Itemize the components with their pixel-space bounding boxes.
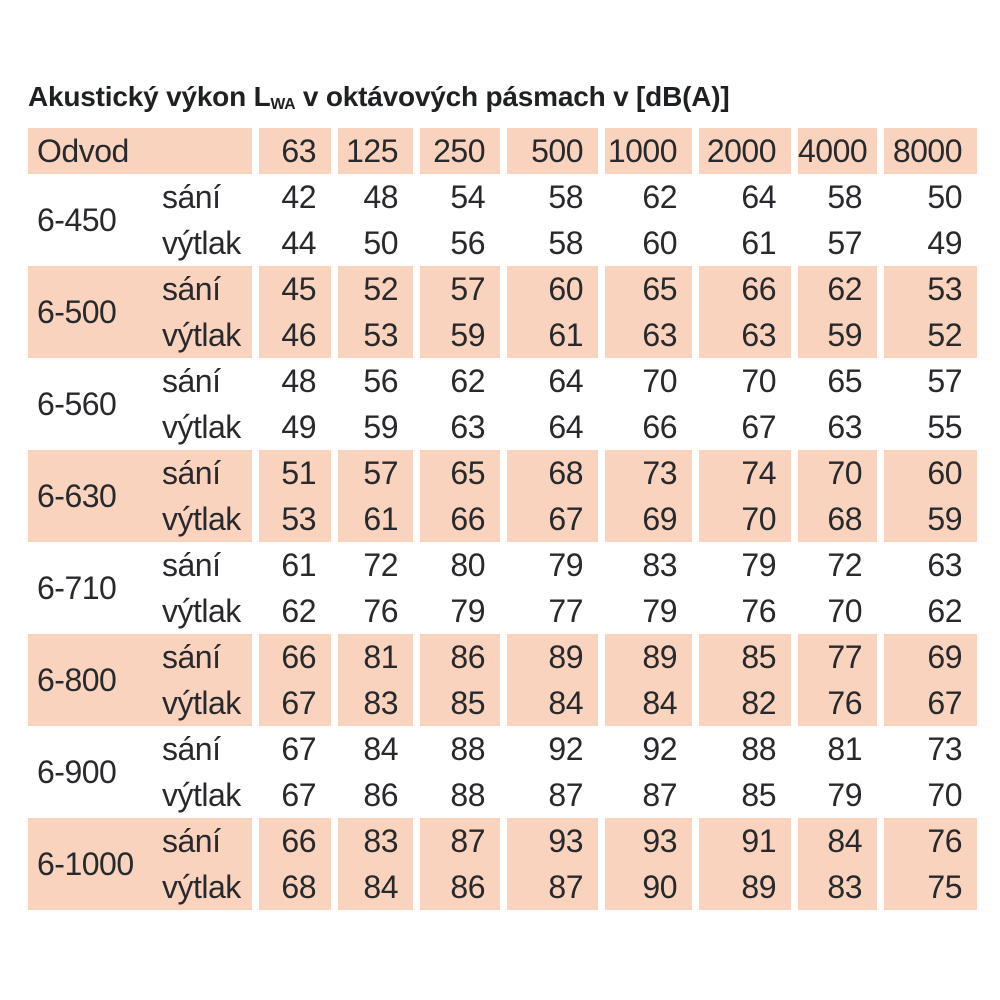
title-prefix: Akustický výkon L <box>28 81 271 112</box>
table-row <box>28 312 977 358</box>
row-type-cell: výtlak <box>156 312 252 358</box>
value-cell: 54 <box>413 174 500 220</box>
acoustic-power-table <box>28 128 977 910</box>
value-cell: 57 <box>791 220 877 266</box>
value-cell: 84 <box>500 680 598 726</box>
row-type-cell: výtlak <box>162 592 241 629</box>
value-cell: 83 <box>331 680 413 726</box>
value-cell: 70 <box>877 772 977 818</box>
value-cell: 86 <box>413 634 500 680</box>
value-cell: 65 <box>598 266 692 312</box>
row-type-cell: výtlak <box>162 408 241 445</box>
title-subscript: WA <box>270 96 296 114</box>
value-cell: 55 <box>877 404 977 450</box>
value-cell: 87 <box>500 864 598 910</box>
value-cell: 81 <box>331 634 413 680</box>
table-row <box>28 542 977 588</box>
table-row <box>28 818 977 864</box>
value-cell: 61 <box>500 312 598 358</box>
value-cell: 87 <box>413 818 500 864</box>
value-cell: 60 <box>598 220 692 266</box>
value-cell: 89 <box>598 634 692 680</box>
value-cell: 46 <box>252 312 331 358</box>
value-cell: 87 <box>500 772 598 818</box>
row-type-cell: sání <box>162 178 221 215</box>
value-cell: 69 <box>598 496 692 542</box>
value-cell: 70 <box>692 496 791 542</box>
row-type-cell: sání <box>162 362 221 399</box>
model-cell: 6-500 <box>28 266 156 358</box>
value-cell: 53 <box>877 266 977 312</box>
value-cell: 42 <box>252 174 331 220</box>
value-cell: 80 <box>413 542 500 588</box>
value-cell: 62 <box>252 588 331 634</box>
value-cell: 76 <box>791 680 877 726</box>
value-cell: 62 <box>413 358 500 404</box>
value-cell: 56 <box>331 358 413 404</box>
value-cell: 58 <box>500 220 598 266</box>
value-cell: 61 <box>692 220 791 266</box>
value-cell: 91 <box>692 818 791 864</box>
header-cell-2000: 2000 <box>692 128 791 174</box>
value-cell: 70 <box>692 358 791 404</box>
value-cell: 82 <box>692 680 791 726</box>
value-cell: 88 <box>413 772 500 818</box>
value-cell: 77 <box>791 634 877 680</box>
value-cell: 60 <box>877 450 977 496</box>
value-cell: 69 <box>877 634 977 680</box>
value-cell: 84 <box>791 818 877 864</box>
row-type-cell: sání <box>156 634 252 680</box>
value-cell: 48 <box>252 358 331 404</box>
value-cell: 72 <box>331 542 413 588</box>
value-cell: 49 <box>252 404 331 450</box>
header-cell-250: 250 <box>413 128 500 174</box>
header-cell-4000: 4000 <box>791 128 877 174</box>
title-suffix: v oktávových pásmach v [dB(A)] <box>295 81 730 112</box>
value-cell: 93 <box>598 818 692 864</box>
table-row <box>28 588 977 634</box>
value-cell: 89 <box>500 634 598 680</box>
value-cell: 53 <box>252 496 331 542</box>
row-type-cell: výtlak <box>162 224 241 261</box>
value-cell: 67 <box>877 680 977 726</box>
value-cell: 66 <box>692 266 791 312</box>
row-type-cell: sání <box>156 450 252 496</box>
value-cell: 63 <box>791 404 877 450</box>
value-cell: 52 <box>331 266 413 312</box>
value-cell: 67 <box>692 404 791 450</box>
value-cell: 79 <box>692 542 791 588</box>
row-type-cell: výtlak <box>156 496 252 542</box>
value-cell: 81 <box>791 726 877 772</box>
table-body <box>28 174 977 910</box>
value-cell: 93 <box>500 818 598 864</box>
value-cell: 50 <box>331 220 413 266</box>
value-cell: 88 <box>413 726 500 772</box>
value-cell: 77 <box>500 588 598 634</box>
row-type-cell: sání <box>156 266 252 312</box>
value-cell: 90 <box>598 864 692 910</box>
table-row <box>28 634 977 680</box>
value-cell: 74 <box>692 450 791 496</box>
value-cell: 86 <box>413 864 500 910</box>
value-cell: 67 <box>500 496 598 542</box>
value-cell: 76 <box>877 818 977 864</box>
table-row <box>28 404 977 450</box>
value-cell: 63 <box>598 312 692 358</box>
table-row <box>28 680 977 726</box>
value-cell: 53 <box>331 312 413 358</box>
header-cell-1000: 1000 <box>598 128 692 174</box>
row-type-cell: výtlak <box>156 680 252 726</box>
table-row <box>28 220 977 266</box>
value-cell: 73 <box>877 726 977 772</box>
value-cell: 63 <box>877 542 977 588</box>
table-row <box>28 174 977 220</box>
value-cell: 76 <box>692 588 791 634</box>
value-cell: 65 <box>413 450 500 496</box>
value-cell: 51 <box>252 450 331 496</box>
value-cell: 79 <box>598 588 692 634</box>
value-cell: 68 <box>252 864 331 910</box>
model-cell: 6-1000 <box>28 818 156 910</box>
value-cell: 89 <box>692 864 791 910</box>
header-cell-125: 125 <box>331 128 413 174</box>
value-cell: 56 <box>413 220 500 266</box>
value-cell: 59 <box>791 312 877 358</box>
value-cell: 70 <box>791 450 877 496</box>
value-cell: 62 <box>598 174 692 220</box>
value-cell: 65 <box>791 358 877 404</box>
value-cell: 63 <box>413 404 500 450</box>
value-cell: 66 <box>598 404 692 450</box>
table-row <box>28 450 977 496</box>
row-type-cell: výtlak <box>162 776 241 813</box>
value-cell: 92 <box>598 726 692 772</box>
value-cell: 63 <box>692 312 791 358</box>
model-cell: 6-630 <box>28 450 156 542</box>
value-cell: 72 <box>791 542 877 588</box>
table-row <box>28 772 977 818</box>
value-cell: 79 <box>500 542 598 588</box>
table-row <box>28 726 977 772</box>
table-row <box>28 266 977 312</box>
value-cell: 67 <box>252 680 331 726</box>
value-cell: 76 <box>331 588 413 634</box>
value-cell: 66 <box>252 818 331 864</box>
value-cell: 92 <box>500 726 598 772</box>
value-cell: 59 <box>877 496 977 542</box>
value-cell: 79 <box>413 588 500 634</box>
value-cell: 57 <box>413 266 500 312</box>
table-row <box>28 864 977 910</box>
value-cell: 68 <box>791 496 877 542</box>
value-cell: 44 <box>252 220 331 266</box>
value-cell: 70 <box>791 588 877 634</box>
value-cell: 60 <box>500 266 598 312</box>
row-type-cell: sání <box>162 730 221 767</box>
value-cell: 88 <box>692 726 791 772</box>
value-cell: 68 <box>500 450 598 496</box>
value-cell: 62 <box>791 266 877 312</box>
model-cell: 6-900 <box>37 753 117 790</box>
value-cell: 58 <box>500 174 598 220</box>
row-type-cell: sání <box>162 546 221 583</box>
value-cell: 75 <box>877 864 977 910</box>
value-cell: 64 <box>500 358 598 404</box>
value-cell: 61 <box>252 542 331 588</box>
value-cell: 50 <box>877 174 977 220</box>
value-cell: 66 <box>413 496 500 542</box>
page-title <box>28 81 1000 113</box>
value-cell: 64 <box>500 404 598 450</box>
model-cell: 6-450 <box>37 201 117 238</box>
value-cell: 84 <box>598 680 692 726</box>
value-cell: 66 <box>252 634 331 680</box>
value-cell: 84 <box>331 864 413 910</box>
value-cell: 57 <box>331 450 413 496</box>
value-cell: 61 <box>331 496 413 542</box>
row-type-cell: výtlak <box>156 864 252 910</box>
value-cell: 70 <box>598 358 692 404</box>
value-cell: 49 <box>877 220 977 266</box>
value-cell: 67 <box>252 772 331 818</box>
header-cell-63: 63 <box>252 128 331 174</box>
model-cell: 6-710 <box>37 569 117 606</box>
value-cell: 58 <box>791 174 877 220</box>
value-cell: 83 <box>331 818 413 864</box>
value-cell: 48 <box>331 174 413 220</box>
value-cell: 45 <box>252 266 331 312</box>
model-cell: 6-560 <box>37 385 117 422</box>
value-cell: 73 <box>598 450 692 496</box>
value-cell: 64 <box>692 174 791 220</box>
value-cell: 83 <box>598 542 692 588</box>
value-cell: 57 <box>877 358 977 404</box>
value-cell: 85 <box>692 634 791 680</box>
value-cell: 83 <box>791 864 877 910</box>
value-cell: 79 <box>791 772 877 818</box>
value-cell: 59 <box>331 404 413 450</box>
value-cell: 62 <box>877 588 977 634</box>
value-cell: 85 <box>413 680 500 726</box>
table-row <box>28 358 977 404</box>
value-cell: 59 <box>413 312 500 358</box>
value-cell: 67 <box>252 726 331 772</box>
header-cell-8000: 8000 <box>877 128 977 174</box>
value-cell: 85 <box>692 772 791 818</box>
header-cell-500: 500 <box>500 128 598 174</box>
table-row <box>28 496 977 542</box>
value-cell: 84 <box>331 726 413 772</box>
value-cell: 87 <box>598 772 692 818</box>
table-header-row <box>28 128 977 174</box>
value-cell: 52 <box>877 312 977 358</box>
value-cell: 86 <box>331 772 413 818</box>
model-cell: 6-800 <box>28 634 156 726</box>
row-type-cell: sání <box>156 818 252 864</box>
header-cell-odvod: Odvod <box>28 128 252 174</box>
